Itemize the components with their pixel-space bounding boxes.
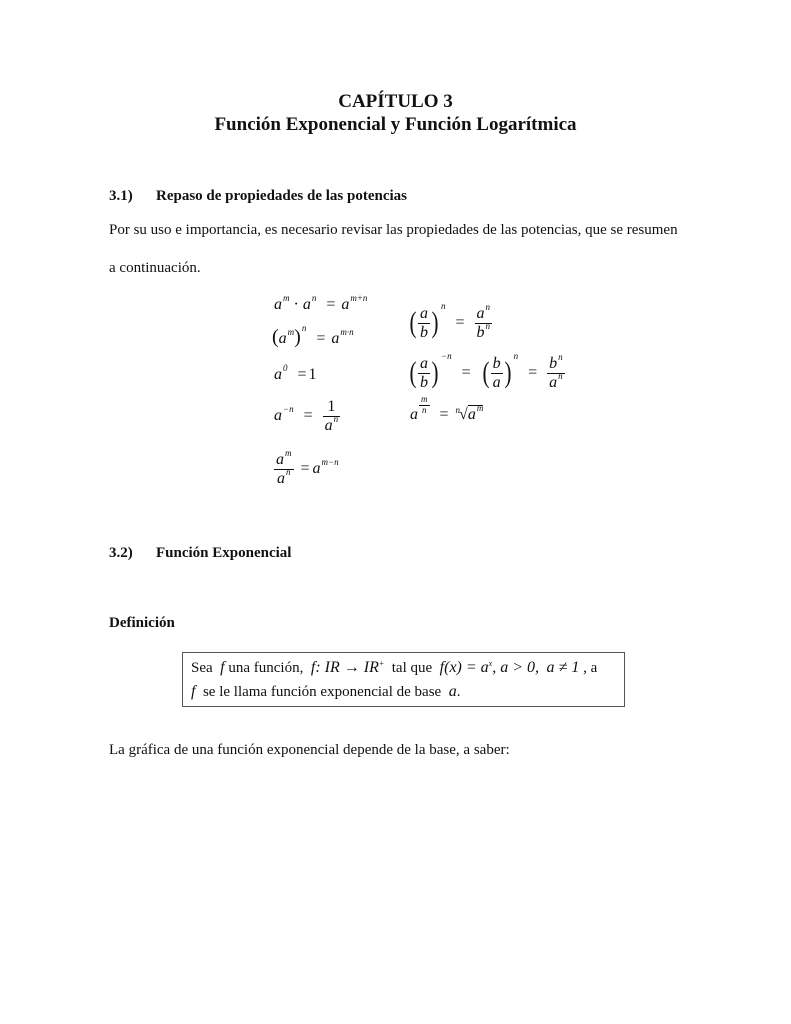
definition-heading: Definición [109, 615, 175, 631]
section-number: 3.1) [109, 188, 133, 204]
property-rational-exponent: a $\frac{m}{n}$ = $^n√a^m$ [410, 394, 484, 424]
definition-line-1: Sea f una función, f: IR → IR+ tal que $f(x) = a^x$, a > 0, a ≠ 1 , a [191, 659, 598, 676]
intro-paragraph-line-2: a continuación. [109, 260, 201, 276]
property-power-of-power: $(a^m)^n = a^{m\cdot n}$ [272, 323, 354, 348]
property-power-of-quotient: ( $\frac{a}{b}$ )$^n$ = $\frac{a^n}{b^n}$ [409, 300, 491, 341]
property-product-of-powers: $a^m \cdot a^n = a^{m+n}$ [274, 293, 368, 313]
section-title: Repaso de propiedades de las potencias [156, 188, 408, 204]
chapter-title: Función Exponencial y Función Logarítmica [214, 114, 577, 135]
chapter-number: CAPÍTULO 3 [338, 91, 453, 112]
definition-box [182, 652, 625, 707]
intro-paragraph-line-1: Por su uso e importancia, es necesario revisar las propiedades de las potencias, que se resumen [109, 222, 678, 238]
section-title: Función Exponencial [156, 545, 292, 561]
property-zero-exponent: $a^0 = 1$ [274, 363, 317, 383]
section-heading-3-1 [109, 188, 407, 205]
property-negative-exponent: $a^{-n}$ = $\frac{1}{a^n}$ [274, 398, 339, 434]
section-number: 3.2) [109, 545, 133, 561]
closing-paragraph: La gráfica de una función exponencial depende de la base, a saber: [109, 742, 510, 758]
property-negative-power-of-quotient: ( $\frac{a}{b}$ )$^{-n}$ = ( $\frac{b}{a}$ )$^n$ = $\frac{b^n}{a^n}$ [409, 350, 563, 391]
property-quotient-of-powers: $\frac{a^m}{a^n}$ = $a^{m-n}$ [276, 448, 339, 487]
section-heading-3-2 [109, 545, 291, 562]
definition-line-2: f se le llama función exponencial de base a. [191, 683, 461, 700]
